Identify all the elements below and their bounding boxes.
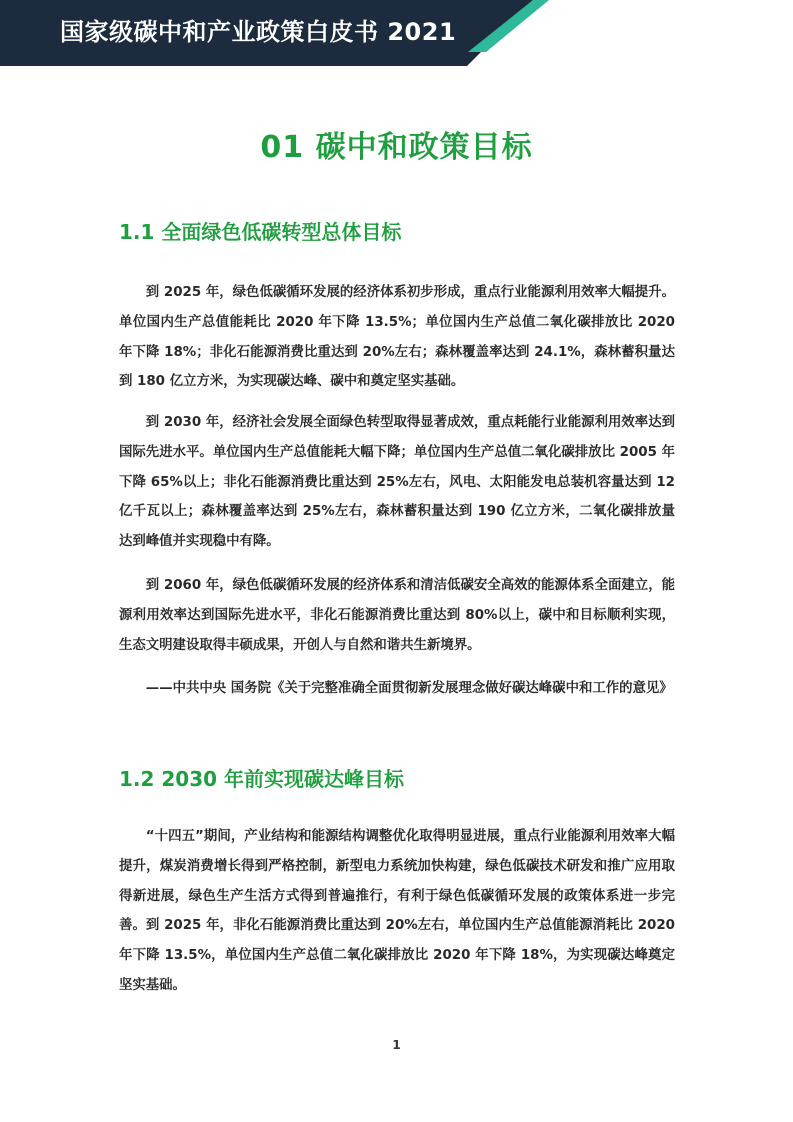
citation-source: ——中共中央 国务院《关于完整准确全面贯彻新发展理念做好碳达峰碳中和工作的意见》 bbox=[145, 681, 673, 696]
section-title-1-2: 1.2 2030 年前实现碳达峰目标 bbox=[119, 767, 405, 791]
chapter-title: 01 碳中和政策目标 bbox=[260, 130, 533, 165]
header-title: 国家级碳中和产业政策白皮书 2021 bbox=[60, 18, 457, 46]
paragraph-2030-goals: 到 2030 年，经济社会发展全面绿色转型取得显著成效，重点耗能行业能源利用效率达到国际先进水平。单位国内生产总值能耗大幅下降；单位国内生产总值二氧化碳排放比 2005 年下降 65%以上；非化石能源消费比重达到 25%左右，风电、太阳能发电总装机容量达到 12 亿千瓦以上；森林覆盖率达到 25%左右，森林蓄积量达到 190 亿立方米，二氧化碳排放量达到峰值并实现稳中有降。 bbox=[119, 415, 675, 550]
paragraph-2025-goals: 到 2025 年，绿色低碳循环发展的经济体系初步形成，重点行业能源利用效率大幅提升。单位国内生产总值能耗比 2020 年下降 13.5%；单位国内生产总值二氧化碳排放比 2020 年下降 18%；非化石能源消费比重达到 20%左右；森林覆盖率达到 24.1%，森林蓄积量达到 180 亿立方米，为实现碳达峰、碳中和奠定坚实基础。 bbox=[119, 285, 675, 390]
header-banner bbox=[0, 0, 793, 66]
paragraph-2060-goals: 到 2060 年，绿色低碳循环发展的经济体系和清洁低碳安全高效的能源体系全面建立，能源利用效率达到国际先进水平，非化石能源消费比重达到 80%以上，碳中和目标顺利实现，生态文明建设取得丰硕成果，开创人与自然和谐共生新境界。 bbox=[119, 578, 675, 653]
paragraph-14th-five-year: “十四五”期间，产业结构和能源结构调整优化取得明显进展，重点行业能源利用效率大幅提升，煤炭消费增长得到严格控制，新型电力系统加快构建，绿色低碳技术研发和推广应用取得新进展，绿色生产生活方式得到普遍推行，有利于绿色低碳循环发展的政策体系进一步完善。到 2025 年，非化石能源消费比重达到 20%左右，单位国内生产总值能源消耗比 2020 年下降 13.5%，单位国内生产总值二氧化碳排放比 2020 年下降 18%，为实现碳达峰奠定坚实基础。 bbox=[119, 829, 675, 993]
page-number: 1 bbox=[392, 1038, 401, 1052]
section-title-1-1: 1.1 全面绿色低碳转型总体目标 bbox=[119, 220, 402, 244]
